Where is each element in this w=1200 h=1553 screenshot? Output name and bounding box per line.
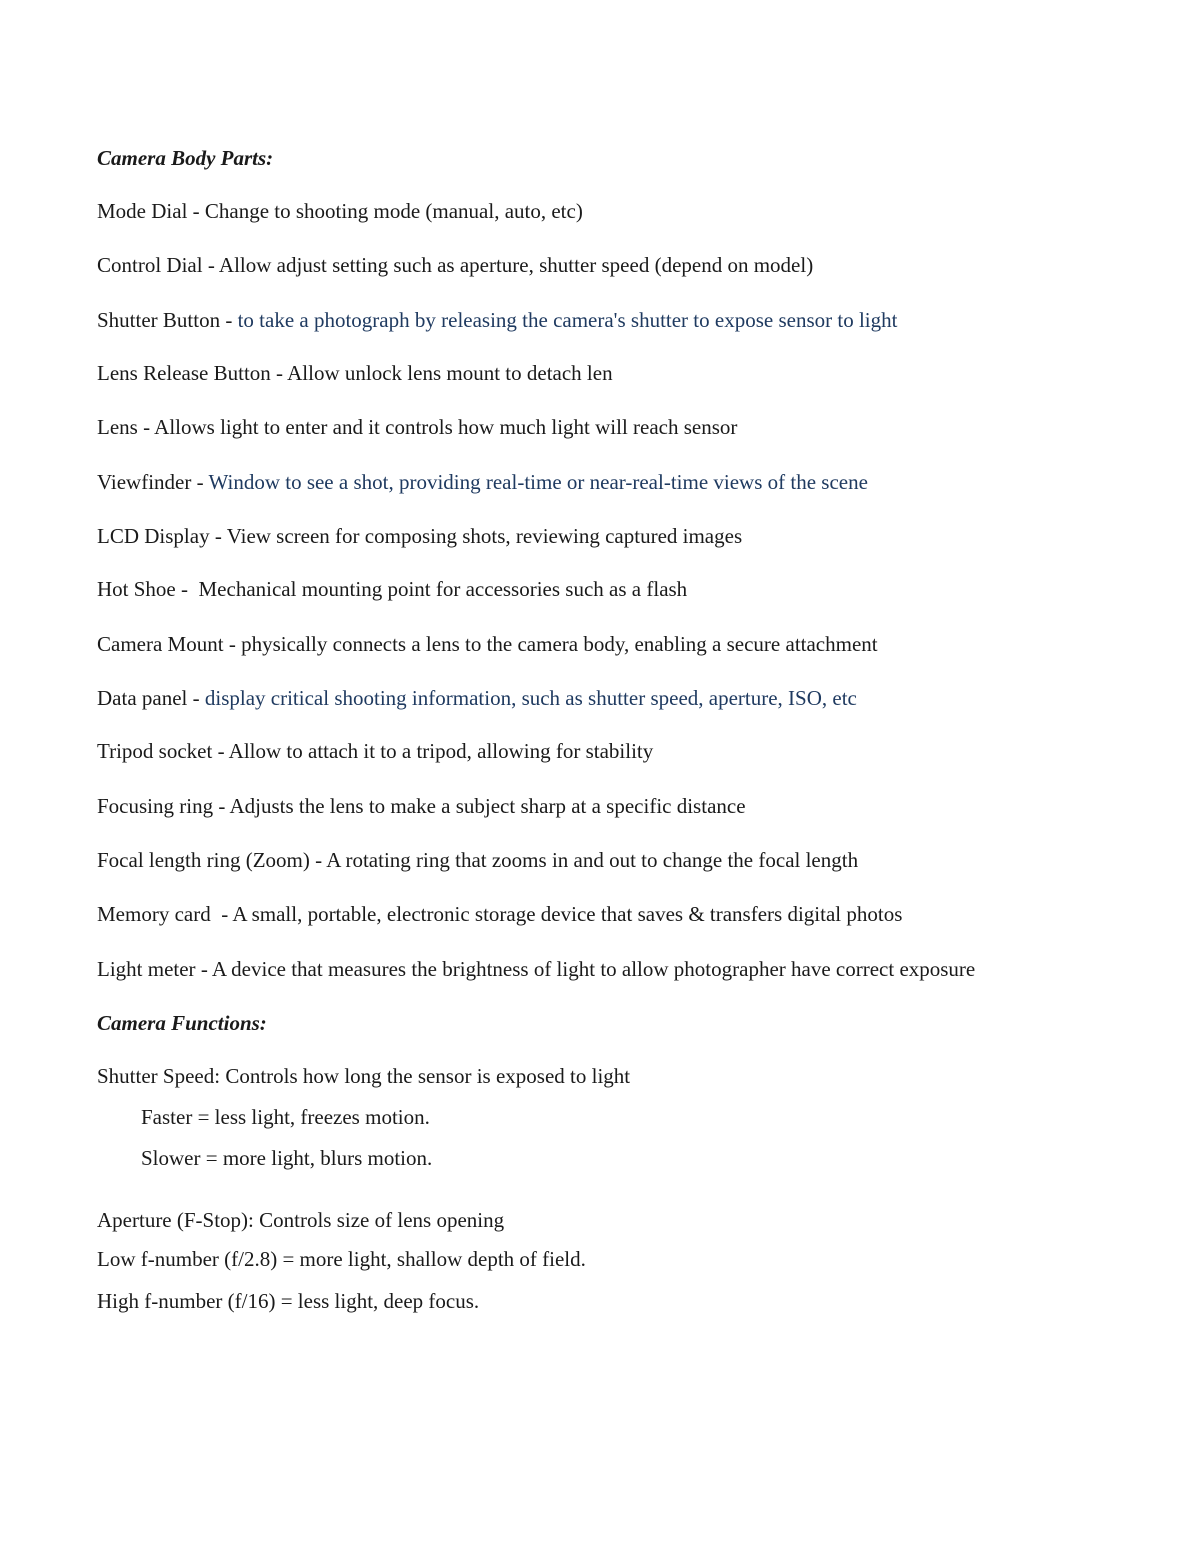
item-description: Allow unlock lens mount to detach len — [287, 361, 613, 385]
aperture-title: Aperture (F-Stop): Controls size of lens opening — [97, 1208, 505, 1232]
item-description: Allow to attach it to a tripod, allowing for stability — [228, 739, 654, 763]
list-item — [97, 360, 613, 386]
item-term: Control Dial — [97, 253, 203, 277]
list-item — [97, 901, 902, 927]
item-description: Window to see a shot, providing real-time or near-real-time views of the scene — [208, 470, 868, 494]
item-separator: - — [220, 308, 238, 332]
item-separator: - — [191, 470, 209, 494]
item-description: Allow adjust setting such as aperture, shutter speed (depend on model) — [218, 253, 814, 277]
item-description: View screen for composing shots, reviewing captured images — [226, 524, 743, 548]
list-item — [97, 738, 653, 764]
list-item — [97, 631, 878, 657]
list-item — [97, 414, 737, 440]
item-term: Shutter Button — [97, 308, 221, 332]
item-description: Allows light to enter and it controls how much light will reach sensor — [154, 415, 738, 439]
item-separator: - — [202, 253, 219, 277]
shutter-speed-title: Shutter Speed: Controls how long the sensor is exposed to light — [97, 1064, 631, 1088]
list-item — [97, 793, 746, 819]
list-item — [97, 576, 687, 602]
list-item — [97, 198, 583, 224]
section-heading-body-parts: Camera Body Parts: — [97, 146, 274, 170]
list-item — [97, 252, 813, 278]
list-item — [97, 956, 975, 982]
item-term: Light meter — [97, 957, 196, 981]
item-term: Viewfinder — [97, 470, 192, 494]
item-description: Mechanical mounting point for accessories such as a flash — [198, 577, 688, 601]
item-separator: - — [195, 957, 212, 981]
section-heading-functions: Camera Functions: — [97, 1011, 267, 1035]
item-separator: - — [223, 632, 242, 656]
item-description: Change to shooting mode (manual, auto, etc) — [204, 199, 583, 223]
item-separator: - — [209, 524, 227, 548]
aperture-low: Low f-number (f/2.8) = more light, shallow depth of field. — [97, 1247, 586, 1271]
item-term: Tripod socket — [97, 739, 213, 763]
item-description: A small, portable, electronic storage device that saves & transfers digital photos — [232, 902, 903, 926]
item-term: Hot Shoe — [97, 577, 176, 601]
item-separator: - — [213, 794, 230, 818]
item-separator: - — [210, 902, 233, 926]
item-separator: - — [187, 686, 205, 710]
aperture-high: High f-number (f/16) = less light, deep focus. — [97, 1289, 480, 1313]
item-term: Memory card — [97, 902, 211, 926]
shutter-speed-faster: Faster = less light, freezes motion. — [141, 1105, 430, 1129]
item-term: Focal length ring (Zoom) — [97, 848, 310, 872]
item-term: Camera Mount — [97, 632, 224, 656]
item-description: display critical shooting information, such as shutter speed, aperture, ISO, etc — [204, 686, 857, 710]
item-separator: - — [137, 415, 155, 439]
item-separator: - — [187, 199, 205, 223]
item-description: A rotating ring that zooms in and out to change the focal length — [326, 848, 859, 872]
item-term: Data panel — [97, 686, 188, 710]
list-item — [97, 685, 857, 711]
item-separator: - — [270, 361, 288, 385]
list-item — [97, 469, 868, 495]
item-term: Focusing ring — [97, 794, 214, 818]
item-term: Mode Dial — [97, 199, 188, 223]
item-separator: - — [309, 848, 327, 872]
item-separator: - — [175, 577, 199, 601]
item-description: physically connects a lens to the camera body, enabling a secure attachment — [241, 632, 878, 656]
item-term: Lens — [97, 415, 138, 439]
item-term: LCD Display — [97, 524, 210, 548]
list-item — [97, 523, 742, 549]
item-description: Adjusts the lens to make a subject sharp at a specific distance — [229, 794, 746, 818]
shutter-speed-slower: Slower = more light, blurs motion. — [141, 1146, 433, 1170]
item-separator: - — [212, 739, 229, 763]
item-term: Lens Release Button — [97, 361, 271, 385]
list-item — [97, 847, 858, 873]
item-description: to take a photograph by releasing the camera's shutter to expose sensor to light — [237, 308, 898, 332]
list-item — [97, 307, 897, 333]
item-description: A device that measures the brightness of light to allow photographer have correct exposure — [211, 957, 976, 981]
